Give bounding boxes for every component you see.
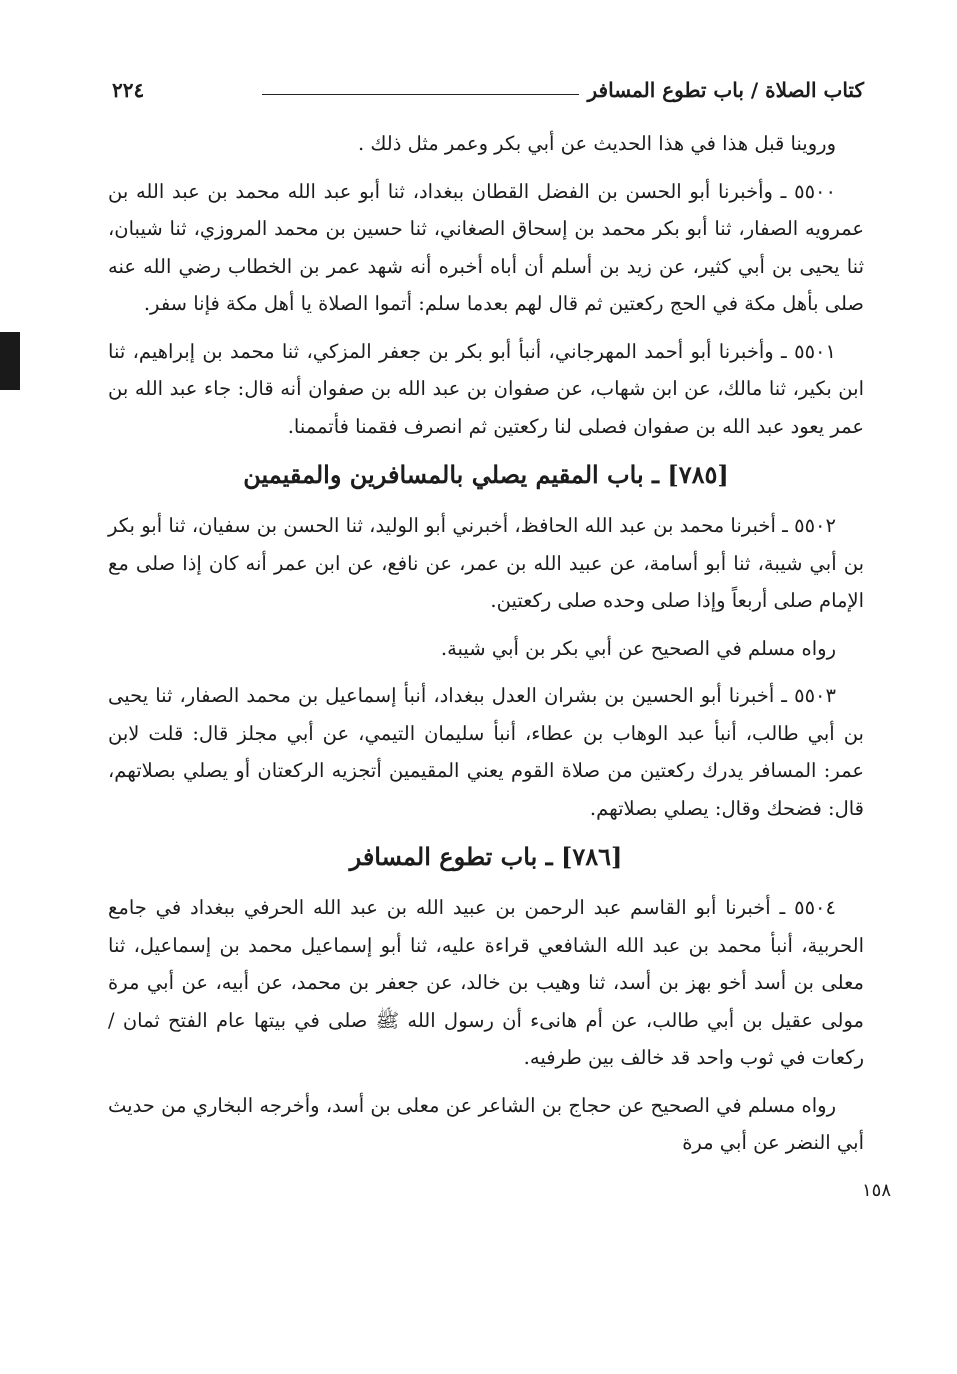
section-heading-786: [٧٨٦] ـ باب تطوع المسافر	[349, 842, 623, 871]
paragraph: رواه مسلم في الصحيح عن حجاج بن الشاعر عن معلى بن أسد، وأخرجه البخاري من حديث أبي النضر عن أبي مرة	[108, 1093, 864, 1154]
hadith-5502: ٥٥٠٢ ـ أخبرنا محمد بن عبد الله الحافظ، أخبرني أبو الوليد، ثنا الحسن بن سفيان، ثنا أبو بكر بن أبي شيبة، ثنا أبو أسامة، عن عبيد الله بن عمر، عن نافع، عن ابن عمر أنه كان إذا صلى مع الإمام صلى أربعاً وإذا صلى وحده صلى ركعتين.	[108, 514, 864, 612]
hadith-5501: ٥٥٠١ ـ وأخبرنا أبو أحمد المهرجاني، أنبأ أبو بكر بن جعفر المزكي، ثنا محمد بن إبراهيم، ثنا ابن بكير، ثنا مالك، عن ابن شهاب، عن صفوان بن عبد الله بن صفوان أنه قال: جاء عبد الله بن عمر يعود عبد الله بن صفوان فصلى لنا ركعتين ثم انصرف فقمنا فأتممنا.	[108, 339, 864, 438]
paragraph: رواه مسلم في الصحيح عن أبي بكر بن أبي شيبة.	[440, 636, 836, 660]
page-number: ٢٢٤	[112, 78, 145, 102]
running-title: كتاب الصلاة / باب تطوع المسافر	[587, 78, 864, 102]
hadith-5500: ٥٥٠٠ ـ وأخبرنا أبو الحسن بن الفضل القطان ببغداد، ثنا أبو عبد الله محمد بن عبد الله بن عمرويه الصفار، ثنا أبو بكر محمد بن إسحاق الصغاني، ثنا حسين بن محمد المروزي، ثنا شيبان، ثنا يحيى بن أبي كثير، عن زيد بن أسلم أن أباه أخبره أنه شهد عمر بن الخطاب رضي الله عنه صلى بأهل مكة في الحج ركعتين ثم قال لهم بعدما سلم: أتموا الصلاة يا أهل مكة فإنا سفر.	[108, 179, 864, 315]
section-heading-785: [٧٨٥] ـ باب المقيم يصلي بالمسافرين والمقيمين	[243, 460, 729, 489]
hadith-5504: ٥٥٠٤ ـ أخبرنا أبو القاسم عبد الرحمن بن عبيد الله بن عبد الله الحرفي ببغداد في جامع الحربية، أنبأ محمد بن عبد الله الشافعي قراءة عليه، ثنا أبو إسماعيل محمد بن إسماعيل، ثنا معلى بن أسد أخو بهز بن أسد، ثنا وهيب بن خالد، عن جعفر بن محمد، عن أبيه، عن أبي مرة مولى عقيل بن أبي طالب، عن أم هانىء أن رسول الله ﷺ صلى في بيتها عام الفتح ثمان / ركعات في ثوب واحد قد خالف بين طرفيه.	[108, 896, 864, 1069]
paragraph: وروينا قبل هذا في هذا الحديث عن أبي بكر وعمر مثل ذلك .	[357, 132, 836, 155]
page-body	[108, 125, 864, 1162]
hadith-5503: ٥٥٠٣ ـ أخبرنا أبو الحسين بن بشران العدل ببغداد، أنبأ إسماعيل بن محمد الصفار، ثنا يحيى بن أبي طالب، أنبأ عبد الوهاب بن عطاء، أنبأ سليمان التيمي، عن أبي مجلز قال: قلت لابن عمر: المسافر يدرك ركعتين من صلاة القوم يعني المقيمين أتجزيه الركعتان أو يصلي بصلاتهم، قال: فضحك وقال: يصلي بصلاتهم.	[108, 684, 864, 820]
page-edge-marker	[0, 332, 20, 390]
header-rule	[262, 94, 579, 95]
page-header	[112, 70, 864, 110]
margin-page-reference: ١٥٨	[862, 1180, 892, 1201]
